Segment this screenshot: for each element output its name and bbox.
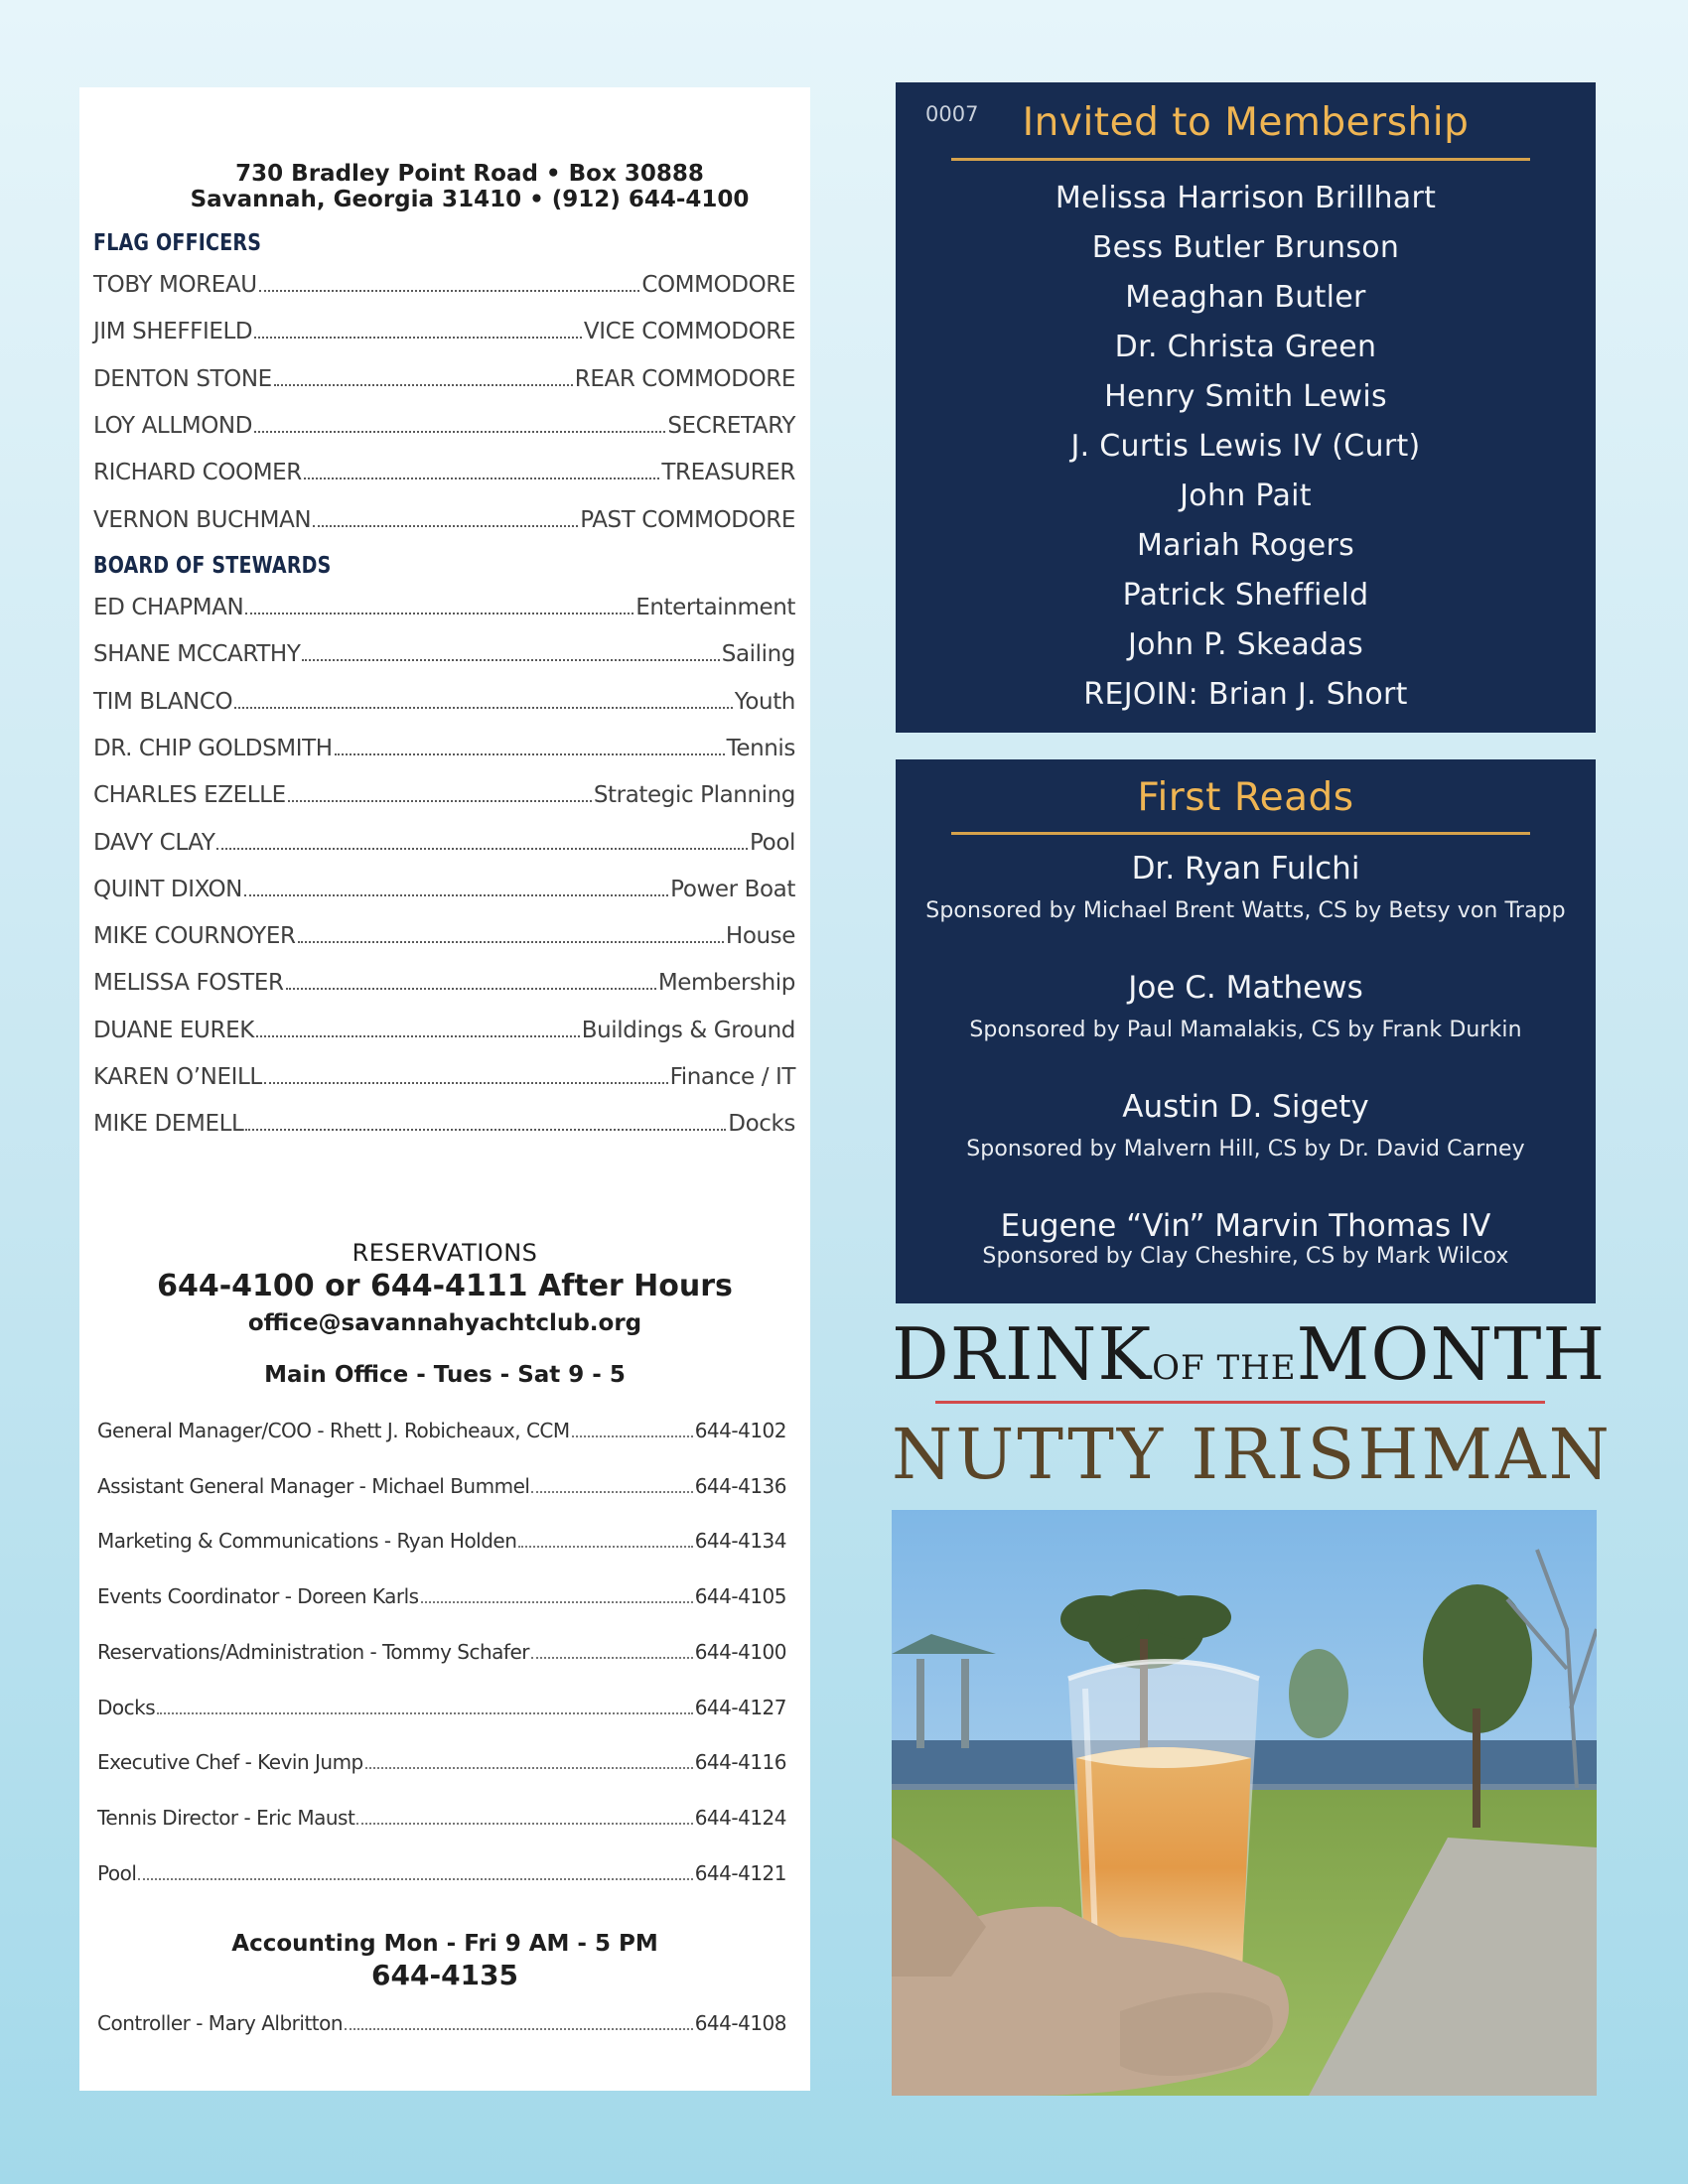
red-divider [935, 1401, 1545, 1404]
contact-name: Marketing & Communications - Ryan Holden [97, 1529, 517, 1554]
contact-phone: 644-4100 [694, 1639, 786, 1664]
steward-role: Pool [750, 829, 795, 856]
officer-row [93, 366, 795, 392]
steward-role: Docks [728, 1111, 795, 1138]
steward-row [93, 1064, 795, 1090]
officer-name: RICHARD COOMER [93, 460, 302, 486]
month-word: MONTH [1296, 1312, 1607, 1396]
leader-dots [264, 1081, 668, 1084]
first-reads-title: First Reads [1137, 775, 1354, 820]
steward-name: TIM BLANCO [93, 688, 233, 715]
steward-name: MELISSA FOSTER [93, 970, 284, 997]
steward-role: House [725, 923, 795, 950]
contact-phone: 644-4102 [694, 1419, 786, 1442]
staff-contact-row [97, 1861, 786, 1885]
steward-name: DR. CHIP GOLDSMITH [93, 735, 333, 761]
address-line-2: Savannah, Georgia 31410 • (912) 644-4100 [190, 187, 750, 212]
board-of-stewards-heading: BOARD OF STEWARDS [93, 553, 332, 579]
controller-contact-row [97, 2011, 786, 2035]
leader-dots [157, 1711, 693, 1714]
leader-dots [531, 1656, 693, 1659]
member-name: Mariah Rogers [1136, 528, 1355, 563]
staff-contact-row [97, 1474, 786, 1498]
leader-dots [531, 1490, 692, 1493]
contact-name: Assistant General Manager - Michael Bummel [97, 1473, 530, 1498]
steward-role: Finance / IT [669, 1064, 795, 1090]
invited-to-membership-box [896, 82, 1596, 733]
steward-row [93, 782, 795, 808]
contact-phone: 644-4116 [694, 1750, 786, 1775]
steward-row [93, 689, 795, 715]
contact-name: Controller - Mary Albritton [97, 2011, 344, 2035]
steward-role: Sailing [721, 641, 795, 668]
steward-row [93, 923, 795, 949]
staff-contact-row [97, 1529, 786, 1553]
staff-contact-row [97, 1584, 786, 1608]
officer-name: TOBY MOREAU [93, 272, 257, 298]
steward-name: MIKE DEMELL [93, 1111, 244, 1138]
steward-name: KAREN O’NEILL [93, 1064, 262, 1090]
contact-phone: 644-4134 [694, 1529, 786, 1554]
club-address [79, 161, 810, 212]
steward-role: Power Boat [670, 876, 795, 902]
steward-row [93, 1111, 795, 1137]
member-name: Meaghan Butler [1125, 280, 1366, 315]
officer-role: VICE COMMODORE [583, 319, 795, 345]
contact-name: General Manager/COO - Rhett J. Robicheaux, CCM [97, 1419, 570, 1442]
steward-name: DUANE EUREK [93, 1017, 254, 1043]
steward-role: Buildings & Ground [581, 1017, 795, 1043]
first-read-name: Austin D. Sigety [1122, 1089, 1369, 1125]
contact-name: Events Coordinator - Doreen Karls [97, 1584, 419, 1609]
contact-name: Pool [97, 1860, 137, 1885]
gold-divider [951, 832, 1530, 835]
officer-role: SECRETARY [667, 412, 795, 439]
leader-dots [365, 1766, 693, 1769]
officer-name: JIM SHEFFIELD [93, 319, 253, 345]
club-info-panel [79, 87, 810, 2091]
first-reads-box [896, 759, 1596, 1303]
leader-dots [216, 847, 748, 850]
steward-name: ED CHAPMAN [93, 595, 244, 620]
reservations-heading: RESERVATIONS [352, 1239, 538, 1267]
leader-dots [335, 752, 725, 755]
officer-row [93, 319, 795, 344]
contact-phone: 644-4105 [694, 1584, 786, 1609]
leader-dots [572, 1434, 693, 1437]
officer-name: VERNON BUCHMAN [93, 506, 312, 533]
first-read-sponsor: Sponsored by Paul Mamalakis, CS by Frank Durkin [969, 1018, 1522, 1042]
leader-dots [245, 1128, 726, 1131]
member-name: Dr. Christa Green [1114, 330, 1377, 364]
contact-name: Tennis Director - Eric Maust [97, 1805, 355, 1830]
officer-name: DENTON STONE [93, 365, 272, 392]
member-list [896, 174, 1596, 720]
steward-row [93, 595, 795, 620]
first-read-sponsor: Sponsored by Michael Brent Watts, CS by Betsy von Trapp [925, 898, 1566, 923]
first-read-sponsor: Sponsored by Clay Cheshire, CS by Mark Wilcox [982, 1244, 1509, 1269]
page-number: 0007 [925, 102, 979, 126]
contact-phone: 644-4136 [694, 1473, 786, 1498]
leader-dots [138, 1877, 692, 1880]
first-read-name: Eugene “Vin” Marvin Thomas IV [1000, 1208, 1491, 1244]
leader-dots [302, 658, 719, 661]
of-the-word: OF THE [1152, 1348, 1297, 1388]
gold-divider [951, 158, 1530, 161]
steward-row [93, 641, 795, 667]
staff-contact-row [97, 1750, 786, 1774]
drink-of-the-month-heading [892, 1312, 1607, 1396]
member-name: John P. Skeadas [1128, 627, 1363, 662]
member-name: Henry Smith Lewis [1104, 379, 1387, 414]
membership-title: Invited to Membership [1022, 100, 1470, 145]
leader-dots [244, 893, 668, 896]
officer-row [93, 413, 795, 439]
leader-dots [245, 612, 633, 614]
member-name: J. Curtis Lewis IV (Curt) [1070, 429, 1421, 464]
steward-role: Tennis [726, 735, 795, 761]
leader-dots [288, 799, 592, 802]
officer-row [93, 272, 795, 298]
accounting-heading: Accounting Mon - Fri 9 AM - 5 PM [231, 1931, 658, 1957]
steward-row [93, 877, 795, 902]
first-read-name: Joe C. Mathews [1128, 970, 1363, 1006]
staff-contact-row [97, 1419, 786, 1442]
drink-photo [892, 1510, 1597, 2096]
staff-contact-row [97, 1696, 786, 1719]
steward-role: Strategic Planning [593, 782, 795, 809]
officer-role: REAR COMMODORE [574, 365, 795, 392]
contact-phone: 644-4108 [694, 2011, 786, 2035]
member-name: John Pait [1180, 478, 1312, 513]
leader-dots [345, 2027, 693, 2030]
steward-row [93, 830, 795, 856]
contact-phone: 644-4121 [694, 1860, 786, 1885]
steward-name: SHANE MCCARTHY [93, 641, 301, 668]
office-email[interactable]: office@savannahyachtclub.org [247, 1310, 642, 1336]
officer-role: TREASURER [661, 460, 795, 486]
steward-name: QUINT DIXON [93, 876, 242, 902]
contact-name: Executive Chef - Kevin Jump [97, 1750, 363, 1775]
leader-dots [254, 430, 665, 433]
first-read-name: Dr. Ryan Fulchi [1131, 851, 1360, 887]
reservations-phones: 644-4100 or 644-4111 After Hours [157, 1269, 733, 1303]
first-read-sponsor: Sponsored by Malvern Hill, CS by Dr. David Carney [966, 1137, 1525, 1161]
officer-row [93, 507, 795, 533]
accounting-phone: 644-4135 [371, 1959, 518, 1991]
contact-name: Reservations/Administration - Tommy Schafer [97, 1639, 529, 1664]
officer-role: COMMODORE [641, 272, 795, 298]
member-name: Patrick Sheffield [1122, 578, 1369, 613]
leader-dots [259, 289, 640, 292]
member-name: Bess Butler Brunson [1091, 230, 1400, 265]
leader-dots [298, 940, 724, 943]
leader-dots [356, 1822, 692, 1825]
flag-officers-heading: FLAG OFFICERS [93, 230, 262, 256]
steward-name: DAVY CLAY [93, 829, 215, 856]
staff-contact-row [97, 1640, 786, 1664]
contact-phone: 644-4127 [694, 1695, 786, 1719]
drink-word: DRINK [892, 1312, 1153, 1396]
member-name: REJOIN: Brian J. Short [1083, 677, 1408, 712]
officer-name: LOY ALLMOND [93, 412, 253, 439]
main-office-hours: Main Office - Tues - Sat 9 - 5 [264, 1362, 626, 1388]
address-line-1: 730 Bradley Point Road • Box 30888 [235, 161, 704, 187]
officer-row [93, 460, 795, 485]
steward-row [93, 736, 795, 761]
leader-dots [254, 336, 582, 339]
staff-contact-row [97, 1806, 786, 1830]
leader-dots [304, 477, 659, 479]
contact-name: Docks [97, 1695, 156, 1719]
contact-phone: 644-4124 [694, 1805, 786, 1830]
leader-dots [421, 1600, 693, 1603]
leader-dots [274, 383, 573, 386]
steward-role: Membership [657, 970, 795, 997]
steward-role: Youth [734, 688, 795, 715]
drink-name: NUTTY IRISHMAN [892, 1414, 1613, 1495]
officer-role: PAST COMMODORE [580, 506, 795, 533]
steward-role: Entertainment [635, 595, 795, 620]
leader-dots [256, 1034, 580, 1037]
steward-row [93, 970, 795, 996]
steward-row [93, 1018, 795, 1043]
leader-dots [518, 1545, 692, 1548]
member-name: Melissa Harrison Brillhart [1055, 181, 1437, 215]
leader-dots [234, 706, 733, 709]
leader-dots [286, 987, 656, 990]
leader-dots [313, 524, 578, 527]
steward-name: MIKE COURNOYER [93, 923, 296, 950]
steward-name: CHARLES EZELLE [93, 782, 286, 809]
